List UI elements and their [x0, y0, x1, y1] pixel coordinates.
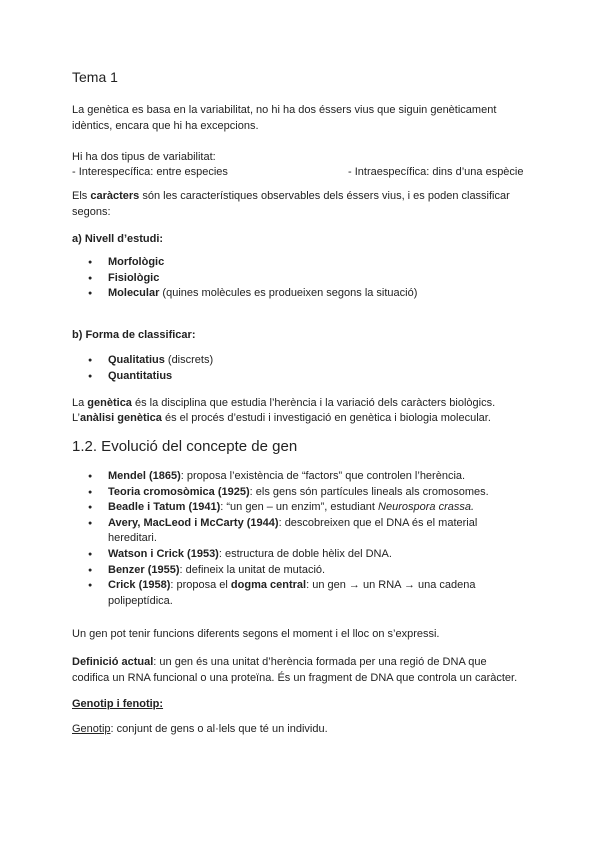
characters-paragraph: Els caràcters són les característiques observables dels éssers vius, i es poden classificar segons:	[72, 190, 510, 218]
genotype-definition: Genotip: conjunt de gens o al·lels que té un individu.	[72, 723, 328, 735]
list-item: ● Avery, MacLeod i McCarty (1944): descobreixen que el DNA és el material hereditari.	[72, 516, 497, 547]
section-a-heading: a) Nivell d’estudi:	[72, 233, 164, 245]
list-item: ● Beadle i Tatum (1941): “un gen – un enzim”, estudiant Neurospora crassa.	[72, 500, 497, 516]
section-a-list	[72, 255, 532, 302]
list-item: ● Watson i Crick (1953): estructura de doble hèlix del DNA.	[72, 547, 497, 563]
section-b-heading: b) Forma de classificar:	[72, 329, 196, 341]
characters-term: caràcters	[90, 190, 140, 202]
list-item: ● Benzer (1955): defineix la unitat de mutació.	[72, 563, 497, 579]
variability-types	[72, 165, 532, 181]
current-definition-paragraph: Definició actual: un gen és una unitat d’herència formada per una regió de DNA que codifica un RNA funcional o una proteïna. És un fragment de DNA que controla un caràcter.	[72, 656, 518, 684]
variability-heading: Hi ha dos tipus de variabilitat:	[72, 151, 216, 163]
intro-paragraph: La genètica es basa en la variabilitat, no hi ha dos éssers vius que siguin genèticament idèntics, encara que hi ha excepcions.	[72, 104, 497, 132]
list-item: ● Mendel (1865): proposa l’existència de “factors” que controlen l’herència.	[72, 469, 497, 485]
genetics-definition: La genètica és la disciplina que estudia l’herència i la variació dels caràcters biològics.	[72, 397, 496, 409]
list-item: ● Fisiològic	[72, 271, 532, 287]
genetic-analysis-definition: L’anàlisi genètica és el procés d’estudi i investigació en genètica i biologia molecular.	[72, 412, 491, 424]
variability-inter: - Interespecífica: entre especies	[72, 166, 228, 178]
gene-functions-paragraph: Un gen pot tenir funcions diferents segons el moment i el lloc on s’expressi.	[72, 628, 440, 640]
section-1-2-heading: 1.2. Evolució del concepte de gen	[72, 438, 298, 455]
document-title: Tema 1	[72, 69, 118, 85]
variability-intra: - Intraespecífica: dins d’una espècie	[348, 166, 524, 178]
list-item: ● Qualitatius (discrets)	[72, 353, 532, 369]
list-item: ● Morfològic	[72, 255, 532, 271]
list-item: ● Teoria cromosòmica (1925): els gens són partícules lineals als cromosomes.	[72, 485, 497, 501]
list-item: ● Molecular (quines molècules es produeixen segons la situació)	[72, 286, 532, 302]
genotype-phenotype-heading: Genotip i fenotip:	[72, 698, 164, 710]
list-item: ● Quantitatius	[72, 369, 532, 385]
list-item: ● Crick (1958): proposa el dogma central: un gen → un RNA → una cadena polipeptídica.	[72, 578, 497, 609]
gene-history-list	[72, 469, 497, 609]
section-b-list	[72, 353, 532, 384]
genotype-term: Genotip	[72, 723, 111, 735]
